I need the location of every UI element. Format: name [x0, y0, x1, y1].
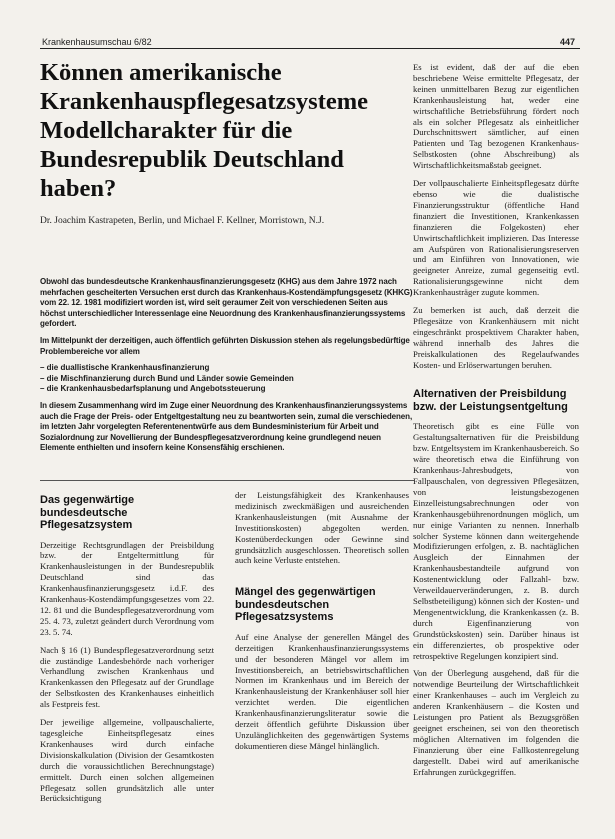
intro-paragraph: Obwohl das bundesdeutsche Krankenhausfinanzierungsgesetz (KHG) aus dem Jahre 1972 nach mehrfachen gescheiterten Versuchen erst durch das Krankenhaus-Kostendämpfungsgesetz (KHKG) vom 22. 12. 1981 modifiziert worden ist, wird seit geraumer Zeit von verschiedenen Seiten aus höchst unterschiedlicher Interessenlage eine Neuordnung des Krankenhausfinanzierungssystems gefordert.: [40, 277, 413, 329]
section-heading: Alternativen der Preisbildung bzw. der Leistungsentgeltung: [413, 388, 568, 413]
intro-paragraph: In diesem Zusammenhang wird im Zuge einer Neuordnung des Krankenhausfinanzierungssystems auch die Frage der Preis- oder Entgeltgestaltung neu zu beantworten sein, zumal die verschiedenen, im letzten Jahr vorgelegten Referentenentwürfe aus dem Bundesministerium für Arbeit und Sozialordnung zur Novellierung der Bundespflegesatzverordnung keine grundlegend neuen Elemente enthielten und insofern keine Konsensfähig erschienen.: [40, 400, 413, 453]
body-paragraph: Theoretisch gibt es eine Fülle von Gestaltungsalternativen für die Preisbildung bzw. Entgeltsystem im Krankenhausbereich. So wäre theoretisch etwa die Einführung von Krankenhaus-Jahresbudgets, von Fallpauschalen, von degressiven Pflegesätzen, von leistungsbezogenen Einzelleistungsabrechnungen oder von Krankenhausgebührenordnungen möglich, um nur einige Varianten zu nennen. Innerhalb solcher Systeme können dann weitergehende Modifizierungen erfolgen, z. B. nachtäglichen Ausgleich der Einnahmen der Krankenhausbestandteile aufgrund von Kostenentwicklung oder Fallzahl- bzw. Verweildauerveränderungen, z. B. durch Selbstbeteiligung) können sich der Kosten- und Mengenentwicklung, die Krankenkassen (z. B. durch Eigenfinanzierung von Grundstückskosten) sein. Darüber hinaus ist ein differenziertes, ob prospektive oder retrospektive Regelungen konzipiert sind.: [413, 421, 579, 661]
section-heading: Das gegenwärtige bundesdeutsche Pflegesatzsystem: [40, 494, 135, 531]
page-number: 447: [560, 37, 576, 47]
problem-list: [40, 363, 414, 395]
column-middle: [235, 490, 409, 759]
body-paragraph: Es ist evident, daß der auf die eben beschriebene Weise ermittelte Pflegesatz, der keinen unmittelbaren Bezug zur eigentlichen Krankenhausleistung hat, weder eine wirtschaftliche Betriebsführung fördert noch als ein solcher Pflegesatz als einheitlicher Durchschnittswert sämtlicher, auf einen Patienten und Tag bezogenen Krankenhaus-Selbstkosten (ohne Abschreibung) als Wirtschaftlichkeitsmaßstab geeignet.: [413, 62, 579, 171]
body-paragraph: Von der Überlegung ausgehend, daß für die notwendige Beurteilung der Wirtschaftlichkeit einer Krankenhauses – auch im Vergleich zu anderen Krankenhäusern – die Kosten und Leistungen pro Patient als Bezugsgrößen geeignet erscheinen, sei von den theoretisch möglichen Alternativen im folgenden die Finanzierung über eine Fallkostenregelung dargestellt. Dabei wird auf amerikanische Erfahrungen zurückgegriffen.: [413, 668, 579, 777]
header-rule: [40, 48, 580, 49]
section-heading: Mängel des gegenwärtigen bundesdeutschen Pflegesatzsystems: [235, 586, 376, 624]
title-line: Modellcharakter für die: [40, 117, 293, 144]
body-paragraph: der Leistungsfähigkeit des Krankenhauses medizinisch zweckmäßigen und ausreichenden Krankenhausleistungen (mit Ausnahme der Investitionskosten) abgegolten werden. Kostenüberdeckungen oder Gewinne sind grundsätzlich ausgeschlossen. Theoretisch sollen auch keine Verluste entstehen.: [235, 490, 409, 566]
intro-paragraph: Im Mittelpunkt der derzeitigen, auch öffentlich geführten Diskussion stehen als regelungsbedürftige Problembereiche vor allem: [40, 335, 410, 356]
title-line: Krankenhauspflegesatzsysteme: [40, 88, 369, 115]
body-paragraph: Zu bemerken ist auch, daß derzeit die Pflegesätze von Krankenhäusern mit nicht eingeschränkt prospektivem Charakter haben, während innerhalb des Jahres die Preiskalkulationen des Regelaufwandes Kosten- und Erlöserwartungen beruhen.: [413, 305, 579, 370]
body-paragraph: Der vollpauschalierte Einheitspflegesatz dürfte ebenso wie die dualistische Finanzierungsstruktur (öffentliche Hand finanziert die Investitionen, Krankenkassen finanzieren die Folgekosten) eher Unwirtschaftlichkeit implizieren. Das Interesse am Aufspüren von Rationalisierungsreserven und am Einführen von Innovationen, wie geeigneter Anreize, zumal gegenseitig evtl. Rationalisierungsgewinne nicht dem Krankenhausträger zugute kommen.: [413, 178, 579, 298]
list-item: – die Mischfinanzierung durch Bund und Länder sowie Gemeinden: [40, 374, 414, 385]
column-right: [413, 62, 579, 784]
body-paragraph: Nach § 16 (1) Bundespflegesatzverordnung setzt die zuständige Landesbehörde nach vorheriger Verhandlung zwischen Krankenhaus und Krankenkassen den Pflegesatz auf der Grundlage der Selbstkosten des Krankenhauses einheitlich als Festpreis fest.: [40, 644, 214, 710]
title-line: Bundesrepublik Deutschland: [40, 146, 344, 173]
article-title: [40, 58, 415, 203]
list-item: – die duallistische Krankenhausfinanzierung: [40, 363, 414, 374]
title-line: Können amerikanische: [40, 59, 282, 86]
body-paragraph: Der jeweilige allgemeine, vollpauschalierte, tagesgleiche Einheitspflegesatz eines Krankenhauses wird durch einfache Divisionskalkulation (Division der Gesamtkosten durch die voraussichtlichen Berechnungstage) ermittelt. Durch einen solchen allgemeinen Pflegesatz sollen grundsätzlich alle unter Berücksichtigung: [40, 717, 214, 804]
column-left: [40, 490, 214, 811]
intro-abstract: [40, 277, 414, 460]
title-line: haben?: [40, 175, 117, 202]
running-title: Krankenhausumschau 6/82: [42, 37, 152, 47]
list-item: – die Krankenhausbedarfsplanung und Angebotssteuerung: [40, 384, 414, 395]
authors: Dr. Joachim Kastrapeten, Berlin, und Michael F. Kellner, Morristown, N.J.: [40, 216, 325, 226]
section-rule: [40, 480, 414, 481]
body-paragraph: Derzeitige Rechtsgrundlagen der Preisbildung bzw. der Entgeltermittlung für Krankenhausleistungen in der Bundesrepublik Deutschland sind das Krankenhausfinanzierungsgesetz i.d.F. des Krankenhaus-Kostendämpfungsgesetzes vom 22. 12. 81 und die Bundespflegesatzverordnung vom 25. 4. 73, zuletzt geändert durch Verordnung vom 23. 5. 74.: [40, 539, 214, 637]
body-paragraph: Auf eine Analyse der generellen Mängel des derzeitigen Krankenhausfinanzierungssystems und der besonderen Mängel vor allem im Investitionsbereich, an betriebswirtschaftlichen Normen im Krankenhaus und im Bereich der Krankenhausleistung der Krankenhäuser soll hier verzichtet werden. Die eigentlichen Krankenhausfinanzierungsliteratur sowie die derzeit öffentlich geführte Diskussion über Unzulänglichkeiten des gegenwärtigen Systems dokumentieren diese Mängel hinlänglich.: [235, 631, 409, 751]
